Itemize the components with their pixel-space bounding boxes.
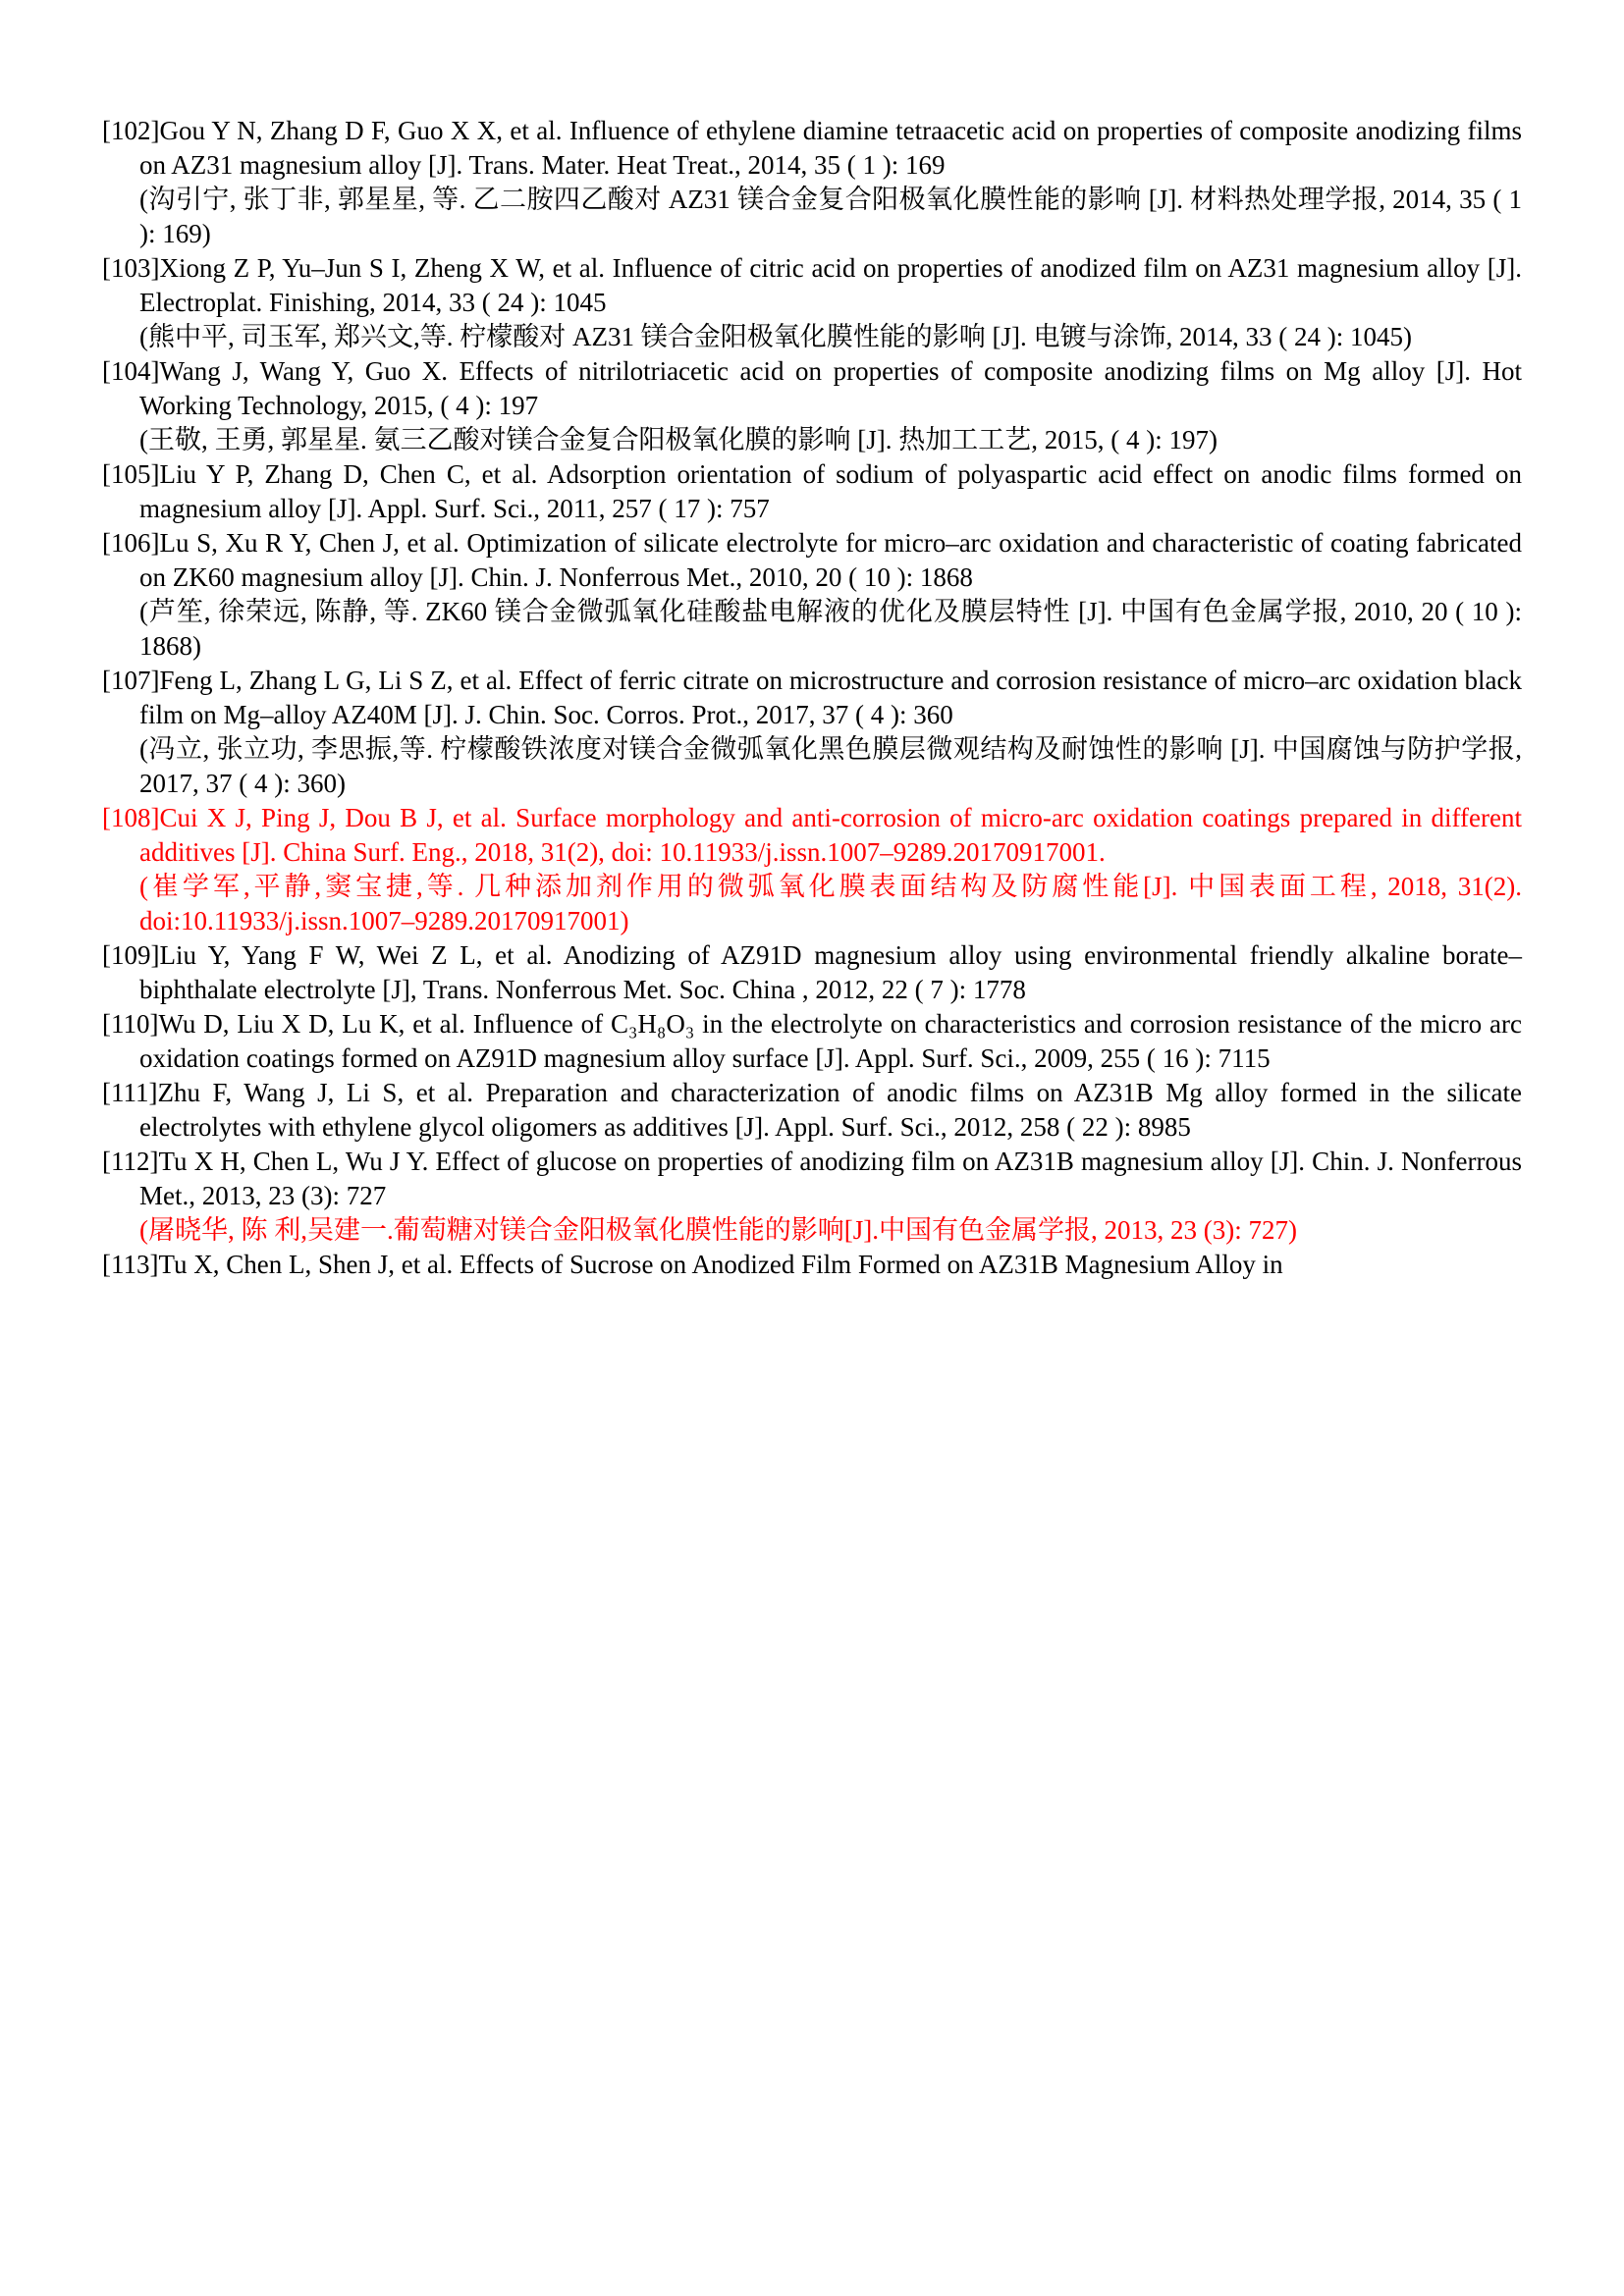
reference-number: [105] [102,459,160,489]
reference-number: [106] [102,528,160,558]
reference-entry [102,1248,1522,1282]
reference-entry [102,1145,1522,1248]
reference-entry [102,801,1522,938]
reference-english [102,526,1522,595]
reference-chinese [139,320,1522,354]
reference-entry [102,1076,1522,1145]
reference-chinese [139,183,1522,251]
reference-number: [103] [102,253,160,283]
reference-chinese-text: (王敬, 王勇, 郭星星. 氨三乙酸对镁合金复合阳极氧化膜的影响 [J]. 热加工工艺, 2015, ( 4 ): 197) [139,425,1218,454]
reference-entry [102,526,1522,664]
reference-english-text: Wu D, Liu X D, Lu K, et al. Influence of C₃H₈O₃ in the electrolyte on characteristics and corrosion resistance of the micro arc oxidation coatings formed on AZ91D magnesium alloy surface [J]. Appl. Surf. Sci., 2009, 255 ( 16 ): 7115 [139,1009,1522,1073]
reference-chinese [139,870,1522,938]
reference-english [102,251,1522,320]
reference-english [102,457,1522,526]
reference-english [102,354,1522,423]
reference-english-text: Zhu F, Wang J, Li S, et al. Preparation and characterization of anodic films on AZ31B Mg alloy formed in the silicate electrolytes with ethylene glycol oligomers as additives [J]. Appl. Surf. Sci., 2012, 258 ( 22 ): 8985 [139,1078,1522,1142]
reference-english-text: Xiong Z P, Yu–Jun S I, Zheng X W, et al. Influence of citric acid on properties of anodized film on AZ31 magnesium alloy [J]. Electroplat. Finishing, 2014, 33 ( 24 ): 1045 [139,253,1522,317]
reference-chinese-text: (崔学军,平静,窦宝捷,等. 几种添加剂作用的微弧氧化膜表面结构及防腐性能[J]. 中国表面工程, 2018, 31(2). doi:10.11933/j.issn.1007–9289.20170917001) [139,872,1522,935]
reference-english [102,1076,1522,1145]
reference-chinese [139,423,1522,457]
reference-english [102,1007,1522,1076]
reference-english-text: Liu Y, Yang F W, Wei Z L, et al. Anodizing of AZ91D magnesium alloy using environmental friendly alkaline borate–biphthalate electrolyte [J], Trans. Nonferrous Met. Soc. China , 2012, 22 ( 7 ): 1778 [139,940,1522,1004]
reference-entry [102,457,1522,526]
reference-english-text: Cui X J, Ping J, Dou B J, et al. Surface morphology and anti-corrosion of micro-arc oxidation coatings prepared in different additives [J]. China Surf. Eng., 2018, 31(2), doi: 10.11933/j.issn.1007–9289.20170917001. [139,803,1522,867]
reference-number: [109] [102,940,160,970]
reference-chinese-text: (熊中平, 司玉军, 郑兴文,等. 柠檬酸对 AZ31 镁合金阳极氧化膜性能的影响 [J]. 电镀与涂饰, 2014, 33 ( 24 ): 1045) [139,322,1412,351]
reference-english-text: Liu Y P, Zhang D, Chen C, et al. Adsorption orientation of sodium of polyaspartic acid effect on anodic films formed on magnesium alloy [J]. Appl. Surf. Sci., 2011, 257 ( 17 ): 757 [139,459,1522,523]
reference-english-text: Wang J, Wang Y, Guo X. Effects of nitrilotriacetic acid on properties of composite anodizing films on Mg alloy [J]. Hot Working Technology, 2015, ( 4 ): 197 [139,356,1522,420]
reference-english [102,938,1522,1007]
reference-chinese-text: (芦笙, 徐荣远, 陈静, 等. ZK60 镁合金微弧氧化硅酸盐电解液的优化及膜层特性 [J]. 中国有色金属学报, 2010, 20 ( 10 ): 1868) [139,597,1522,661]
reference-number: [113] [102,1250,159,1279]
reference-number: [110] [102,1009,159,1039]
reference-english [102,114,1522,183]
reference-english-text: Tu X H, Chen L, Wu J Y. Effect of glucose on properties of anodizing film on AZ31B magnesium alloy [J]. Chin. J. Nonferrous Met., 2013, 23 (3): 727 [139,1147,1522,1210]
references-list [102,114,1522,1282]
reference-english-text: Feng L, Zhang L G, Li S Z, et al. Effect of ferric citrate on microstructure and corrosion resistance of micro–arc oxidation black film on Mg–alloy AZ40M [J]. J. Chin. Soc. Corros. Prot., 2017, 37 ( 4 ): 360 [139,666,1522,729]
reference-english [102,664,1522,732]
reference-english-text: Lu S, Xu R Y, Chen J, et al. Optimization of silicate electrolyte for micro–arc oxidation and characteristic of coating fabricated on ZK60 magnesium alloy [J]. Chin. J. Nonferrous Met., 2010, 20 ( 10 ): 1868 [139,528,1522,592]
reference-english [102,801,1522,870]
reference-chinese-text: (冯立, 张立功, 李思振,等. 柠檬酸铁浓度对镁合金微弧氧化黑色膜层微观结构及耐蚀性的影响 [J]. 中国腐蚀与防护学报, 2017, 37 ( 4 ): 360) [139,734,1522,798]
reference-english-text: Gou Y N, Zhang D F, Guo X X, et al. Influence of ethylene diamine tetraacetic acid on properties of composite anodizing films on AZ31 magnesium alloy [J]. Trans. Mater. Heat Treat., 2014, 35 ( 1 ): 169 [139,116,1522,180]
reference-entry [102,354,1522,457]
reference-entry [102,114,1522,251]
reference-number: [102] [102,116,160,145]
reference-english [102,1145,1522,1213]
reference-chinese-text: (屠晓华, 陈 利,吴建一.葡萄糖对镁合金阳极氧化膜性能的影响[J].中国有色金属学报, 2013, 23 (3): 727) [139,1215,1297,1245]
reference-entry [102,251,1522,354]
reference-chinese [139,595,1522,664]
reference-number: [111] [102,1078,158,1107]
reference-number: [112] [102,1147,159,1176]
reference-number: [107] [102,666,160,695]
reference-chinese-text: (沟引宁, 张丁非, 郭星星, 等. 乙二胺四乙酸对 AZ31 镁合金复合阳极氧化膜性能的影响 [J]. 材料热处理学报, 2014, 35 ( 1 ): 169) [139,185,1522,248]
reference-entry [102,938,1522,1007]
reference-english [102,1248,1522,1282]
reference-chinese [139,1213,1522,1248]
reference-number: [108] [102,803,160,832]
reference-chinese [139,732,1522,801]
reference-entry [102,1007,1522,1076]
reference-entry [102,664,1522,801]
reference-number: [104] [102,356,160,386]
reference-english-text: Tu X, Chen L, Shen J, et al. Effects of Sucrose on Anodized Film Formed on AZ31B Magnesium Alloy in [158,1250,1283,1279]
